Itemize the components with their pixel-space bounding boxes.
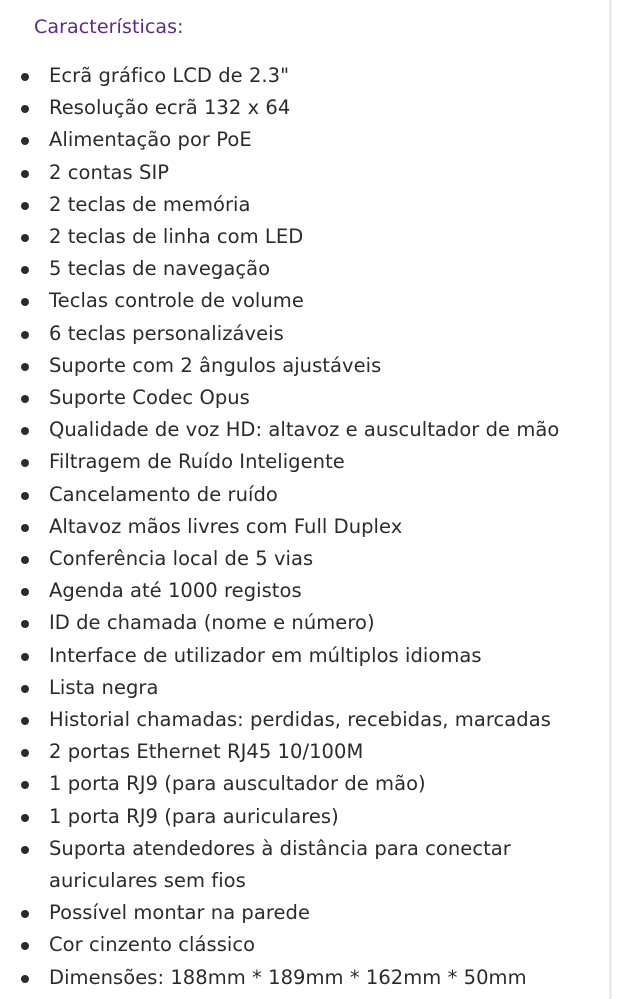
feature-item	[0, 479, 630, 511]
bullet-icon	[21, 556, 29, 564]
bullet-icon	[21, 749, 29, 757]
features-list	[0, 60, 630, 994]
bullet-icon	[21, 459, 29, 467]
feature-item	[0, 833, 630, 897]
feature-item	[0, 736, 630, 768]
feature-text: Altavoz mãos livres com Full Duplex	[49, 514, 403, 538]
section-title: Características:	[34, 16, 184, 38]
feature-text: Possível montar na parede	[49, 901, 311, 925]
bullet-icon	[21, 202, 29, 210]
bullet-icon	[21, 331, 29, 339]
feature-text: 2 portas Ethernet RJ45 10/100M	[49, 740, 364, 764]
feature-text: Alimentação por PoE	[49, 128, 252, 152]
feature-text: Dimensões: 188mm * 189mm * 162mm * 50mm	[49, 965, 527, 989]
feature-item	[0, 768, 630, 800]
feature-text: Interface de utilizador em múltiplos idiomas	[49, 643, 482, 667]
feature-item	[0, 897, 630, 929]
feature-item	[0, 92, 630, 124]
feature-text: Teclas controle de volume	[49, 289, 304, 313]
bullet-icon	[21, 492, 29, 500]
bullet-icon	[21, 73, 29, 81]
feature-item	[0, 382, 630, 414]
bullet-icon	[21, 781, 29, 789]
feature-item	[0, 640, 630, 672]
feature-text: 2 teclas de linha com LED	[49, 225, 304, 249]
feature-item	[0, 414, 630, 446]
feature-text: Historial chamadas: perdidas, recebidas, marcadas	[49, 708, 551, 732]
bullet-icon	[21, 170, 29, 178]
feature-text: Resolução ecrã 132 x 64	[49, 96, 291, 120]
bullet-icon	[21, 427, 29, 435]
feature-item	[0, 446, 630, 478]
bullet-icon	[21, 620, 29, 628]
feature-text: Agenda até 1000 registos	[49, 579, 302, 603]
bullet-icon	[21, 363, 29, 371]
feature-text: ID de chamada (nome e número)	[49, 611, 375, 635]
feature-item	[0, 221, 630, 253]
feature-item	[0, 318, 630, 350]
bullet-icon	[21, 234, 29, 242]
feature-item	[0, 543, 630, 575]
feature-item	[0, 575, 630, 607]
bullet-icon	[21, 105, 29, 113]
feature-item	[0, 801, 630, 833]
feature-text: Lista negra	[49, 675, 159, 699]
feature-text: 5 teclas de navegação	[49, 257, 271, 281]
feature-text: Suporte com 2 ângulos ajustáveis	[49, 353, 382, 377]
feature-item	[0, 189, 630, 221]
bullet-icon	[21, 685, 29, 693]
feature-text: Cor cinzento clássico	[49, 933, 256, 957]
feature-item	[0, 607, 630, 639]
feature-text: Ecrã gráfico LCD de 2.3"	[49, 64, 290, 87]
feature-item	[0, 672, 630, 704]
bullet-icon	[21, 910, 29, 918]
feature-text: Suporte Codec Opus	[49, 386, 250, 410]
feature-item	[0, 157, 630, 189]
bullet-icon	[21, 846, 29, 854]
bullet-icon	[21, 588, 29, 596]
feature-item	[0, 285, 630, 317]
feature-text: Conferência local de 5 vias	[49, 547, 314, 571]
feature-item	[0, 511, 630, 543]
feature-text: 2 contas SIP	[49, 160, 170, 184]
bullet-icon	[21, 975, 29, 983]
feature-item	[0, 704, 630, 736]
bullet-icon	[21, 524, 29, 532]
feature-text: 2 teclas de memória	[49, 192, 251, 216]
feature-item	[0, 962, 630, 994]
bullet-icon	[21, 266, 29, 274]
feature-text: 1 porta RJ9 (para auscultador de mão)	[49, 772, 426, 796]
feature-text: 6 teclas personalizáveis	[49, 321, 284, 345]
bullet-icon	[21, 653, 29, 661]
feature-item	[0, 124, 630, 156]
bullet-icon	[21, 298, 29, 306]
bullet-icon	[21, 717, 29, 725]
feature-item	[0, 350, 630, 382]
feature-text: Filtragem de Ruído Inteligente	[49, 450, 345, 474]
feature-item	[0, 60, 630, 92]
feature-item	[0, 929, 630, 961]
feature-text: 1 porta RJ9 (para auriculares)	[49, 804, 339, 828]
bullet-icon	[21, 137, 29, 145]
feature-text: Suporta atendedores à distância para conectar auriculares sem fios	[49, 836, 511, 893]
bullet-icon	[21, 942, 29, 950]
feature-item	[0, 253, 630, 285]
bullet-icon	[21, 395, 29, 403]
bullet-icon	[21, 814, 29, 822]
feature-text: Qualidade de voz HD: altavoz e auscultador de mão	[49, 418, 560, 442]
feature-text: Cancelamento de ruído	[49, 482, 278, 506]
